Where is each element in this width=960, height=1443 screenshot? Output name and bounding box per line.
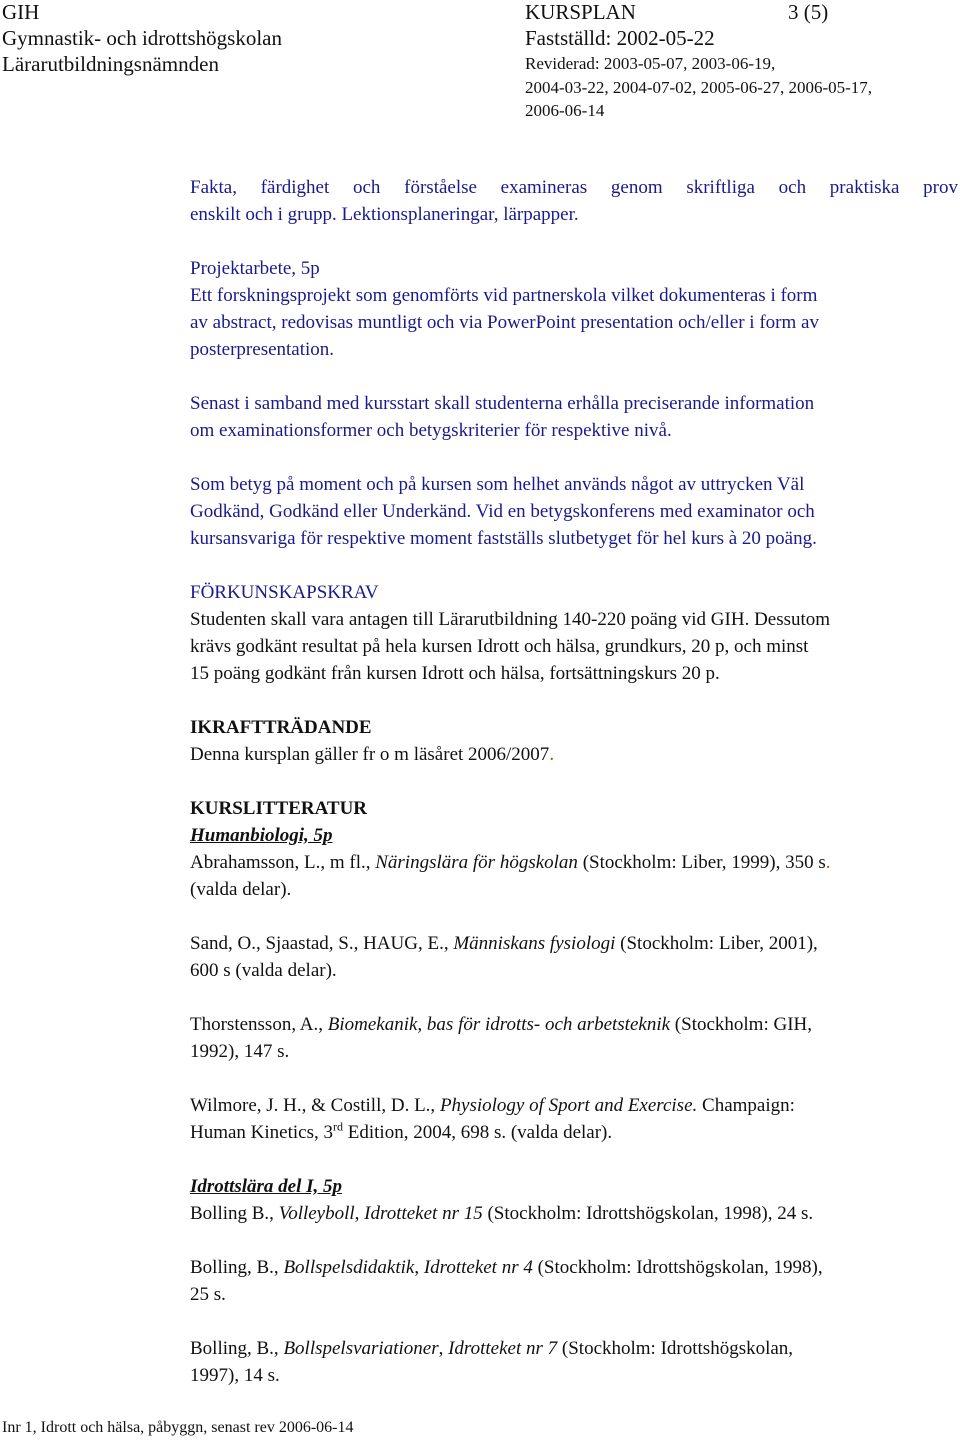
- ref7-sep: ,: [438, 1338, 449, 1359]
- ref2-line-2: 600 s (valda delar).: [190, 960, 337, 981]
- information-paragraph: [190, 390, 958, 444]
- ref1-title: Näringslära för högskolan: [375, 852, 578, 873]
- ref4-line-2a: Human Kinetics, 3: [190, 1122, 334, 1143]
- reference-bolling-volleyboll: [190, 1200, 958, 1227]
- prereq-line-3: 15 poäng godkänt från kursen Idrott och hälsa, fortsättningskurs 20 p.: [190, 663, 720, 684]
- ref7-publisher: (Stockholm: Idrottshögskolan,: [557, 1338, 794, 1359]
- ref7-authors: Bolling, B.,: [190, 1338, 284, 1359]
- header-revised-line-1: Reviderad: 2003-05-07, 2003-06-19,: [525, 54, 776, 73]
- ref5-sep: ,: [354, 1203, 365, 1224]
- prerequisites-heading: FÖRKUNSKAPSKRAV: [190, 582, 379, 603]
- ref1-line-2: (valda delar).: [190, 879, 292, 900]
- header-revised-line-3: 2006-06-14: [525, 101, 605, 120]
- literature-subheading-idrottslara: Idrottslära del I, 5p: [190, 1176, 343, 1197]
- project-line-1: Ett forskningsprojekt som genomförts vid partnerskola vilket dokumenteras i form: [190, 285, 818, 306]
- prereq-line-2: krävs godkänt resultat på hela kursen Idrott och hälsa, grundkurs, 20 p, och minst: [190, 636, 809, 657]
- effective-text: Denna kursplan gäller fr o m läsåret 2006/2007: [190, 744, 550, 765]
- effective-date-section: [190, 714, 958, 768]
- exam-line-2: enskilt och i grupp. Lektionsplaneringar, lärpapper.: [190, 204, 579, 225]
- ref6-sep: ,: [414, 1257, 424, 1278]
- ref4-line-2b: Edition, 2004, 698 s. (valda delar).: [343, 1122, 613, 1143]
- header-page-number: 3 (5): [788, 0, 829, 24]
- reference-wilmore: [190, 1092, 958, 1146]
- reference-abrahamsson: [190, 849, 958, 903]
- ref1-authors: Abrahamsson, L., m fl.,: [190, 852, 376, 873]
- ref6-authors: Bolling, B.,: [190, 1257, 284, 1278]
- ref6-line-2: 25 s.: [190, 1284, 226, 1305]
- exam-line-1: Fakta, färdighet och förståelse examineras genom skriftliga och praktiska prov: [190, 177, 958, 198]
- ref2-authors: Sand, O., Sjaastad, S., HAUG, E.,: [190, 933, 454, 954]
- ref4-superscript: rd: [333, 1119, 344, 1134]
- header-revised-line-2: 2004-03-22, 2004-07-02, 2005-06-27, 2006-05-17,: [525, 78, 873, 97]
- ref2-title: Människans fysiologi: [453, 933, 616, 954]
- project-title: Projektarbete, 5p: [190, 258, 320, 279]
- prerequisites-section: [190, 579, 958, 687]
- project-line-2: av abstract, redovisas muntligt och via PowerPoint presentation och/eller i form av: [190, 312, 819, 333]
- ref4-title: Physiology of Sport and Exercise.: [439, 1095, 698, 1116]
- ref5-series: Idrotteket nr 15: [364, 1203, 483, 1224]
- ref7-title: Bollspelsvariationer: [283, 1338, 439, 1359]
- grading-paragraph: [190, 471, 958, 552]
- ref6-title: Bollspelsdidaktik: [283, 1257, 415, 1278]
- examination-paragraph: [190, 174, 958, 228]
- reference-bolling-variationer: [190, 1335, 958, 1389]
- header-established-date: Fastställd: 2002-05-22: [525, 26, 715, 50]
- ref5-authors: Bolling B.,: [190, 1203, 279, 1224]
- ref6-series: Idrotteket nr 4: [423, 1257, 533, 1278]
- grade-line-1: Som betyg på moment och på kursen som helhet används något av uttrycken Väl: [190, 474, 805, 495]
- ref3-authors: Thorstensson, A.,: [190, 1014, 328, 1035]
- header-org-short: GIH: [2, 0, 40, 24]
- effective-dot: .: [549, 744, 555, 765]
- info-line-1: Senast i samband med kursstart skall studenterna erhålla preciserande information: [190, 393, 815, 414]
- grade-line-2: Godkänd, Godkänd eller Underkänd. Vid en betygskonferens med examinator och: [190, 501, 815, 522]
- effective-heading: IKRAFTTRÄDANDE: [190, 717, 372, 738]
- literature-section: [190, 795, 958, 1389]
- project-paragraph: [190, 255, 958, 363]
- page-footer: Inr 1, Idrott och hälsa, påbyggn, senast rev 2006-06-14: [2, 1419, 354, 1436]
- ref1-dot: .: [825, 852, 831, 873]
- project-line-3: posterpresentation.: [190, 339, 335, 360]
- ref2-publisher: (Stockholm: Liber, 2001),: [615, 933, 818, 954]
- literature-heading: KURSLITTERATUR: [190, 798, 368, 819]
- ref3-line-2: 1992), 147 s.: [190, 1041, 290, 1062]
- ref4-publisher: Champaign:: [697, 1095, 795, 1116]
- ref4-authors: Wilmore, J. H., & Costill, D. L.,: [190, 1095, 440, 1116]
- ref7-series: Idrotteket nr 7: [448, 1338, 558, 1359]
- literature-subheading-humanbiologi: Humanbiologi, 5p: [190, 825, 333, 846]
- ref5-publisher: (Stockholm: Idrottshögskolan, 1998), 24 s.: [482, 1203, 814, 1224]
- ref5-title: Volleyboll: [278, 1203, 355, 1224]
- reference-thorstensson: [190, 1011, 958, 1065]
- header-org-name: Gymnastik- och idrottshögskolan: [2, 26, 282, 50]
- prereq-line-1: Studenten skall vara antagen till Lärarutbildning 140-220 poäng vid GIH. Dessutom: [190, 609, 831, 630]
- ref7-line-2: 1997), 14 s.: [190, 1365, 280, 1386]
- grade-line-3: kursansvariga för respektive moment fastställs slutbetyget för hel kurs à 20 poäng.: [190, 528, 817, 549]
- ref3-publisher: (Stockholm: GIH,: [670, 1014, 813, 1035]
- ref1-publisher: (Stockholm: Liber, 1999), 350 s: [577, 852, 826, 873]
- ref3-title: Biomekanik, bas för idrotts- och arbetsteknik: [327, 1014, 671, 1035]
- reference-sand: [190, 930, 958, 984]
- document-body: [190, 174, 958, 1416]
- reference-bolling-didaktik: [190, 1254, 958, 1308]
- header-doc-type: KURSPLAN: [525, 0, 636, 24]
- effective-text-line: [190, 741, 958, 768]
- header-board: Lärarutbildningsnämnden: [2, 52, 219, 76]
- ref6-publisher: (Stockholm: Idrottshögskolan, 1998),: [532, 1257, 823, 1278]
- info-line-2: om examinationsformer och betygskriterier för respektive nivå.: [190, 420, 672, 441]
